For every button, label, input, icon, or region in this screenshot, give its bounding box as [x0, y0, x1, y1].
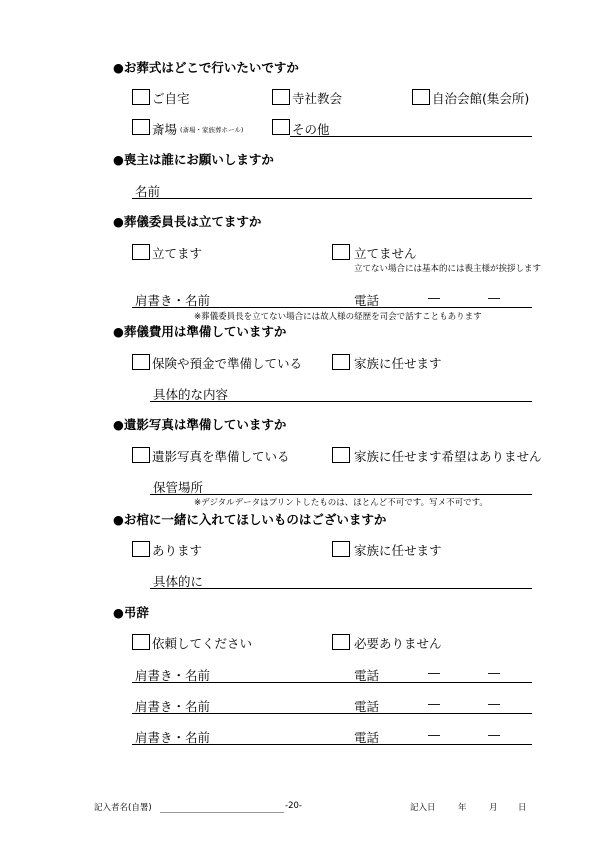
checkbox-not-appoint[interactable] — [332, 244, 350, 260]
eulogy-phone-label-1: 電話 — [354, 668, 380, 683]
footer-day-label: 日 — [518, 803, 527, 813]
option-leave-to-family-cost-label: 家族に任せます — [354, 356, 442, 371]
checkbox-coffin-yes[interactable] — [132, 541, 150, 557]
option-community-hall-label: 自治会館(集会所) — [432, 91, 530, 106]
checkbox-leave-to-family-cost[interactable] — [332, 354, 350, 370]
checkbox-community-hall[interactable] — [412, 89, 430, 105]
checkbox-funeral-hall[interactable] — [132, 119, 150, 135]
option-funeral-hall-note: (斎場・家族葬ホール) — [180, 126, 244, 134]
footer-writer-label: 記入者名(自署) — [94, 803, 152, 813]
option-photo-leave-to-family-label: 家族に任せます希望はありません — [354, 449, 542, 464]
option-eulogy-not-needed-label: 必要ありません — [354, 636, 442, 651]
question-venue: ●お葬式はどこで行いたいですか — [113, 60, 299, 75]
checkbox-insurance-savings[interactable] — [132, 354, 150, 370]
option-eulogy-request-label: 依頼してください — [152, 636, 253, 651]
question-chief-mourner: ●喪主は誰にお願いしますか — [113, 152, 274, 167]
eulogy-phone-label-2: 電話 — [354, 699, 380, 714]
eulogy-line-3[interactable] — [132, 744, 532, 745]
chair-info-line[interactable] — [132, 307, 532, 308]
footer-year-label: 年 — [458, 803, 467, 813]
chair-phone-label: 電話 — [354, 293, 380, 308]
eulogy-title-name-label-3: 肩書き・名前 — [135, 730, 211, 745]
eulogy-phone-2-dash-2: ― — [488, 697, 500, 711]
checkbox-eulogy-request[interactable] — [132, 634, 150, 650]
eulogy-phone-3-dash-1: ― — [428, 728, 440, 742]
option-not-appoint-label: 立てません — [354, 246, 417, 261]
eulogy-phone-3-dash-2: ― — [488, 728, 500, 742]
checkbox-other[interactable] — [272, 119, 290, 135]
photo-note: ※デジタルデータはプリントしたものは、ほとんど不可です。写メ不可です。 — [194, 498, 488, 508]
option-coffin-leave-to-family-label: 家族に任せます — [354, 543, 442, 558]
chief-mourner-name-label: 名前 — [135, 184, 161, 199]
coffin-details-line[interactable] — [150, 588, 532, 589]
question-coffin-items: ●お棺に一緒に入れてほしいものはございますか — [113, 512, 387, 527]
question-eulogy: ●弔辞 — [113, 605, 149, 620]
chair-phone-dash-2: ― — [488, 291, 500, 305]
chair-phone-dash-1: ― — [428, 291, 440, 305]
coffin-details-label: 具体的に — [153, 574, 204, 589]
photo-storage-line[interactable] — [150, 494, 532, 495]
eulogy-line-2[interactable] — [132, 713, 532, 714]
chief-mourner-name-line[interactable] — [132, 198, 532, 199]
footer-writer-line[interactable] — [160, 812, 284, 813]
option-appoint-label: 立てます — [152, 246, 203, 261]
cost-details-line[interactable] — [150, 401, 532, 402]
checkbox-photo-leave-to-family[interactable] — [332, 447, 350, 463]
other-input-line[interactable] — [290, 136, 532, 137]
eulogy-phone-label-3: 電話 — [354, 730, 380, 745]
cost-details-label: 具体的な内容 — [153, 387, 229, 402]
chair-title-name-label: 肩書き・名前 — [135, 293, 211, 308]
option-photo-prepared-label: 遺影写真を準備している — [152, 449, 290, 464]
eulogy-line-1[interactable] — [132, 682, 532, 683]
option-other-label: その他 — [292, 122, 330, 137]
footer-date-label: 記入日 — [410, 803, 436, 813]
option-insurance-savings-label: 保険や預金で準備している — [152, 356, 303, 371]
photo-storage-label: 保管場所 — [153, 480, 204, 495]
eulogy-title-name-label-1: 肩書き・名前 — [135, 668, 211, 683]
eulogy-phone-2-dash-1: ― — [428, 697, 440, 711]
eulogy-phone-1-dash-2: ― — [488, 666, 500, 680]
checkbox-appoint[interactable] — [132, 244, 150, 260]
option-temple-church-label: 寺社教会 — [292, 91, 343, 106]
eulogy-title-name-label-2: 肩書き・名前 — [135, 699, 211, 714]
question-committee-chair: ●葬儀委員長は立てますか — [113, 214, 262, 229]
not-appoint-note: 立てない場合には基本的には喪主様が挨拶します — [354, 264, 542, 274]
checkbox-eulogy-not-needed[interactable] — [332, 634, 350, 650]
checkbox-photo-prepared[interactable] — [132, 447, 150, 463]
checkbox-home[interactable] — [132, 89, 150, 105]
option-coffin-yes-label: あります — [152, 543, 203, 558]
option-home-label: ご自宅 — [152, 91, 190, 106]
question-funeral-cost: ●葬儀費用は準備していますか — [113, 324, 287, 339]
footer-month-label: 月 — [489, 803, 498, 813]
checkbox-temple-church[interactable] — [272, 89, 290, 105]
checkbox-coffin-leave-to-family[interactable] — [332, 541, 350, 557]
question-portrait-photo: ●遺影写真は準備していますか — [113, 417, 287, 432]
page-number: -20- — [285, 801, 302, 811]
option-funeral-hall-label: 斎場 — [152, 122, 178, 137]
eulogy-phone-1-dash-1: ― — [428, 666, 440, 680]
committee-chair-note: ※葬儀委員長を立てない場合には故人様の経歴を司会で話すこともあります — [194, 312, 482, 322]
